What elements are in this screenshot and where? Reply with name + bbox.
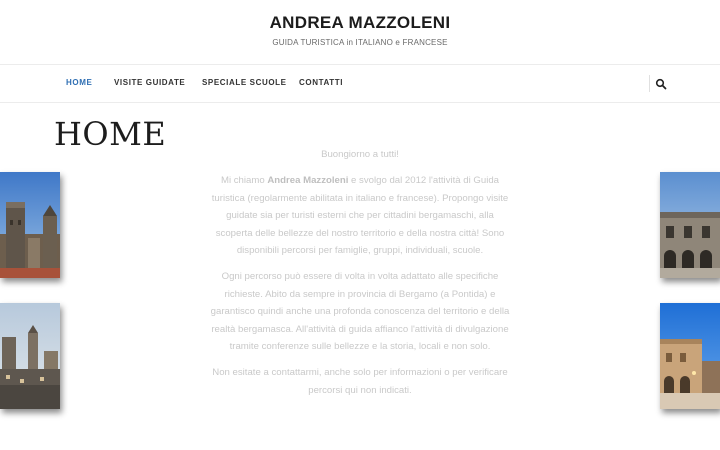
nav-item-speciale-scuole[interactable]: SPECIALE SCUOLE xyxy=(202,78,287,87)
page-content xyxy=(210,146,510,408)
nav-divider xyxy=(649,75,650,92)
nav-item-contatti[interactable]: CONTATTI xyxy=(299,78,344,87)
photo-bergamo-skyline xyxy=(0,303,60,409)
photo-piazza xyxy=(660,303,720,409)
intro-lead: Mi chiamo xyxy=(220,175,268,187)
nav-item-visite-guidate[interactable]: VISITE GUIDATE xyxy=(114,78,186,87)
site-header xyxy=(0,0,720,65)
photo-palazzo xyxy=(660,172,720,278)
page-title: HOME xyxy=(54,115,167,153)
main-nav xyxy=(0,65,720,103)
guide-name: Andrea Mazzoleni xyxy=(267,175,349,187)
intro-rest: e svolgo dal 2012 l'attività di Guida turistica (regolarmente abilitata in italiano e francese). Propongo visite guidate sia per turisti esterni che per cittadini bergamaschi, alla scoperta delle bellezze del nostro territorio e della nostra città! Sono disponibili percorsi per famiglie, gruppi, individuali, scuole. xyxy=(211,175,509,257)
search-icon[interactable] xyxy=(655,77,667,89)
photo-bergamo-towers xyxy=(0,172,60,278)
site-title[interactable]: ANDREA MAZZOLENI xyxy=(269,13,451,32)
nav-item-home[interactable]: HOME xyxy=(66,78,93,87)
contact-paragraph: Non esitate a contattarmi, anche solo per informazioni o per verificare percorsi qui non indicati. xyxy=(212,367,508,396)
site-tagline: GUIDA TURISTICA in ITALIANO e FRANCESE xyxy=(272,38,448,47)
intro-paragraph xyxy=(210,172,510,259)
greeting-text: Buongiorno a tutti! xyxy=(321,149,399,160)
custom-tours-paragraph: Ogni percorso può essere di volta in volta adattato alle specifiche richieste. Abito da sempre in provincia di Bergamo (a Pontida) e garantisco quindi anche una profonda conoscenza del territorio e della realtà bergamasca. All'attività di guida affianco l'attività di divulgazione tramite conferenze sulle bellezze e la storia, locali e non solo. xyxy=(210,271,510,353)
